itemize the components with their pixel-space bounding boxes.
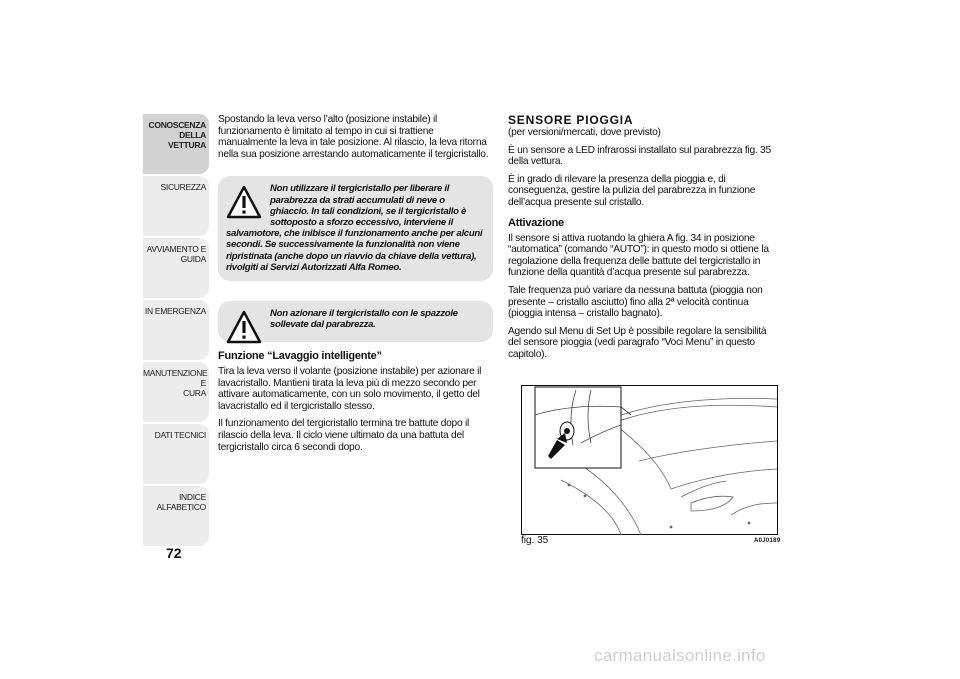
paragraph-attivazione-2: Tale frequenza può variare da nessuna battuta (pioggia non presente – cristallo asciutto) fino alla 2ª velocità continua (pioggia intensa – cristallo bagnato). <box>508 284 763 320</box>
paragraph-attivazione-1: Il sensore si attiva ruotando la ghiera A fig. 34 in posizione “automatica” (comando “AUTO”): in questo modo si ottiene la regolazione della frequenza delle battute del tergicristallo in funzione della quantità d’acqua presente sul parabrezza. <box>508 232 769 279</box>
section-subtitle: (per versioni/mercati, dove previsto) <box>508 127 661 138</box>
warning-box-snow <box>218 176 493 281</box>
tab-indice[interactable]: INDICE ALFABETICO <box>143 486 209 546</box>
section-title-sensore: SENSORE PIOGGIA <box>508 113 634 127</box>
tab-avviamento[interactable]: AVVIAMENTO E GUIDA <box>143 238 209 298</box>
paragraph-sensore-1: È un sensore a LED infrarossi installato sul parabrezza fig. 35 della vettura. <box>508 144 771 168</box>
intro-paragraph: Spostando la leva verso l’alto (posizione instabile) il funzionamento è limitato al tempo in cui si trattiene manualmente la leva in tale posizione. Al rilascio, la leva ritorna nella sua posizione arrestando automaticamente il tergicristallo. <box>218 114 489 160</box>
warning-text-snow: Non utilizzare il tergicristallo per liberare il parabrezza da strati accumulati di neve o ghiaccio. In tali condizioni, se il tergicristallo è sottoposto a sforzo eccessivo, interviene il salvamotore, che inibisce il funzionamento anche per alcuni secondi. Se successivamente la funzionalità non viene ripristinata (anche dopo un riavvio da chiave della vettura), rivolgiti ai Servizi Autorizzati Alfa Romeo. <box>226 183 483 273</box>
page-number: 72 <box>166 545 182 561</box>
figure-caption: fig. 35 <box>521 535 549 546</box>
tab-dati-tecnici[interactable]: DATI TECNICI <box>143 424 209 484</box>
right-column <box>508 114 778 367</box>
paragraph-lavaggio-1: Tira la leva verso il volante (posizione instabile) per azionare il lavacristallo. Mantieni tirata la leva più di mezzo secondo per attivare automaticamente, con un solo movimento, il getto del lavacristallo ed il tergicristallo stesso. <box>218 366 482 412</box>
figure-code: A0J0189 <box>754 538 781 544</box>
left-column <box>218 114 493 459</box>
tab-sicurezza[interactable]: SICUREZZA <box>143 176 209 236</box>
figure-rain-sensor <box>521 385 778 535</box>
paragraph-sensore-2: È in grado di rilevare la presenza della pioggia e, di conseguenza, gestire la pulizia del parabrezza in funzione dell’acqua presente sul cristallo. <box>508 173 756 208</box>
paragraph-lavaggio-2: Il funzionamento del tergicristallo termina tre battute dopo il rilascio della leva. Il ciclo viene ultimato da una battuta del tergicristallo circa 6 secondi dopo. <box>218 418 469 453</box>
section-heading-attivazione: Attivazione <box>508 216 564 229</box>
section-heading-lavaggio: Funzione “Lavaggio intelligente” <box>218 350 382 362</box>
tab-conoscenza[interactable]: CONOSCENZA DELLA VETTURA <box>143 114 209 174</box>
watermark: carmanualsonline.info <box>594 646 766 665</box>
warning-icon <box>226 308 262 346</box>
warning-box-blades <box>218 301 493 342</box>
paragraph-attivazione-3: Agendo sul Menu di Set Up è possibile regolare la sensibilità del sensore pioggia (vedi paragrafo “Voci Menu” in questo capitolo). <box>508 325 767 360</box>
warning-text-blades: Non azionare il tergicristallo con le spazzole sollevate dal parabrezza. <box>270 308 458 331</box>
tab-manutenzione[interactable]: MANUTENZIONE E CURA <box>143 362 209 422</box>
tab-emergenza[interactable]: IN EMERGENZA <box>143 300 209 360</box>
warning-icon <box>226 183 262 221</box>
